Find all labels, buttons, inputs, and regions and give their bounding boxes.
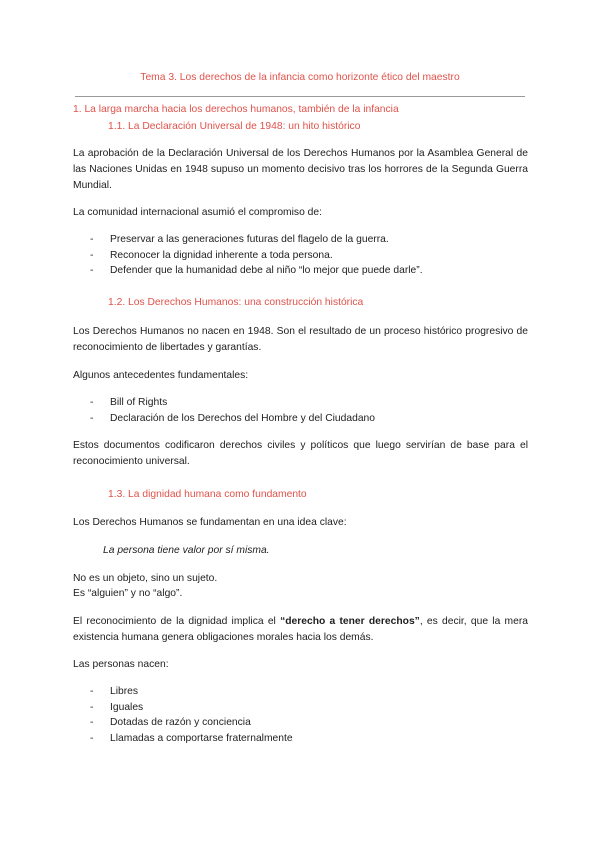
list-item-text: Defender que la humanidad debe al niño “lo mejor que puede darle”. [110,265,423,276]
paragraph-compromiso: La comunidad internacional asumió el compromiso de: [73,207,322,218]
list-item [90,413,375,424]
paragraph-text-pre: El reconocimiento de la dignidad implica el [73,616,281,627]
quote-dignidad: La persona tiene valor por sí misma. [103,545,270,556]
list-dash: - [90,413,94,424]
list-item-text: Libres [110,686,139,697]
section-heading-1: 1. La larga marcha hacia los derechos humanos, también de la infancia [73,104,399,115]
paragraph-idea-clave: Los Derechos Humanos se fundamentan en una idea clave: [73,517,347,528]
list-item [90,397,167,408]
list-item [90,234,389,245]
line-sujeto: No es un objeto, sino un sujeto. [73,573,218,584]
list-item-text: Iguales [110,702,144,713]
list-item-text: Llamadas a comportarse fraternalmente [110,733,293,744]
paragraph-derecho-a-tener-derechos [73,614,528,646]
list-item-text: Declaración de los Derechos del Hombre y del Ciudadano [110,413,376,424]
paragraph-text-bold: “derecho a tener derechos” [280,616,420,627]
document-header-title: Tema 3. Los derechos de la infancia como horizonte ético del maestro [140,72,460,83]
line-alguien: Es “alguien” y no “algo”. [73,588,183,599]
paragraph-personas-nacen: Las personas nacen: [73,659,169,670]
list-dash: - [90,733,94,744]
list-item-text: Reconocer la dignidad inherente a toda persona. [110,250,333,261]
paragraph-declaracion: La aprobación de la Declaración Universal de los Derechos Humanos por la Asamblea General de las Naciones Unidas en 1948 supuso un momento decisivo tras los horrores de la Segunda Guerra Mundial. [73,148,528,191]
list-item [90,686,138,697]
subheading-1-3: 1.3. La dignidad humana como fundamento [108,489,307,500]
list-dash: - [90,234,94,245]
list-dash: - [90,686,94,697]
subheading-1-2: 1.2. Los Derechos Humanos: una construcción histórica [108,297,364,308]
list-item [90,702,143,713]
list-dash: - [90,250,94,261]
list-dash: - [90,717,94,728]
header-divider [75,96,525,97]
list-item [90,250,333,261]
paragraph-documentos: Estos documentos codificaron derechos civiles y políticos que luego servirían de base para el reconocimiento universal. [73,440,528,467]
list-dash: - [90,702,94,713]
list-item [90,717,251,728]
list-item [90,265,423,276]
paragraph-text-post: , es decir, que la mera existencia humana genera obligaciones morales hacia los demás. [73,616,528,643]
list-item-text: Dotadas de razón y conciencia [110,717,251,728]
subheading-1-1: 1.1. La Declaración Universal de 1948: un hito histórico [108,121,361,132]
paragraph-antecedentes: Algunos antecedentes fundamentales: [73,370,249,381]
list-dash: - [90,265,94,276]
list-dash: - [90,397,94,408]
list-item [90,733,293,744]
list-item-text: Bill of Rights [110,397,168,408]
paragraph-construccion: Los Derechos Humanos no nacen en 1948. Son el resultado de un proceso histórico progresivo de reconocimiento de libertades y garantías. [73,326,528,353]
list-item-text: Preservar a las generaciones futuras del flagelo de la guerra. [110,234,389,245]
